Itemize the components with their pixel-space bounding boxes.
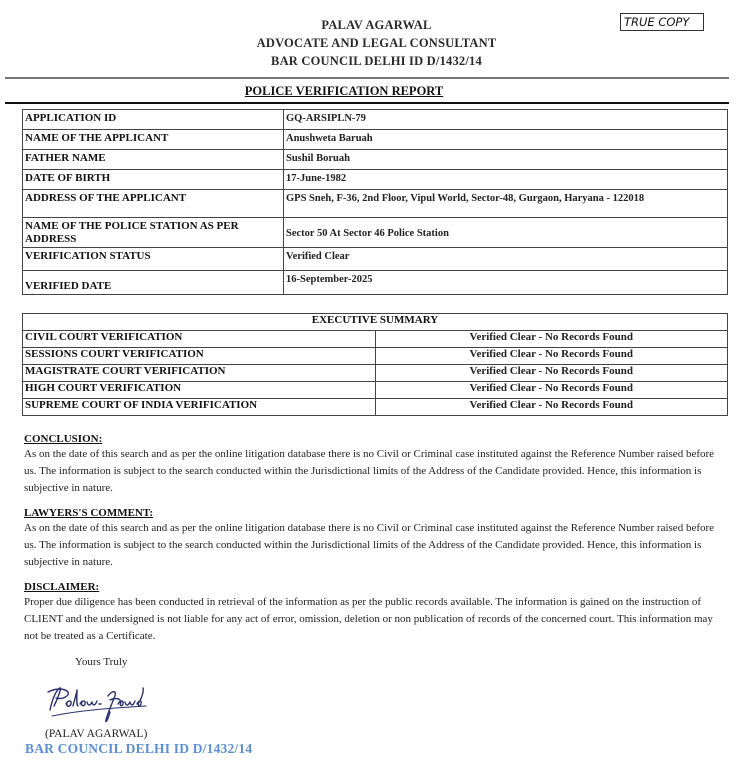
table-row (23, 365, 728, 382)
advocate-title: ADVOCATE AND LEGAL CONSULTANT (256, 36, 497, 50)
advocate-name: PALAV AGARWAL (321, 18, 432, 32)
header-divider (5, 77, 729, 79)
court-label: SESSIONS COURT VERIFICATION (23, 348, 376, 365)
lawyers-comment-section (24, 506, 724, 571)
table-row (23, 170, 728, 190)
disclaimer-heading: DISCLAIMER: (24, 581, 100, 593)
conclusion-heading: CONCLUSION: (24, 433, 103, 445)
table-row (23, 348, 728, 365)
lawyers-comment-text: As on the date of this search and as per the online litigation database there is no Civil or Criminal case instituted against the Reference Number raised before us. The information is subject to the search conducted within the Jurisdictional limits of the Address of the Candidate provided. Hence, this information is subjective in nature. (24, 522, 715, 568)
conclusion-section (24, 432, 724, 497)
detail-value: Sushil Boruah (284, 150, 728, 170)
detail-label: NAME OF THE APPLICANT (23, 130, 284, 150)
table-row (23, 399, 728, 416)
detail-label: DATE OF BIRTH (23, 170, 284, 190)
court-result: Verified Clear - No Records Found (375, 382, 728, 399)
title-divider (5, 102, 729, 104)
detail-label: NAME OF THE POLICE STATION AS PER ADDRESS (23, 218, 284, 248)
table-row (23, 130, 728, 150)
executive-summary-table (22, 313, 728, 416)
court-label: SUPREME COURT OF INDIA VERIFICATION (23, 399, 376, 416)
conclusion-text: As on the date of this search and as per the online litigation database there is no Civil or Criminal case instituted against the Reference Number raised before us. The information is subject to the search conducted within the Jurisdictional limits of the Address of the Candidate provided. Hence, this information is subjective in nature. (24, 448, 715, 494)
executive-summary-heading: EXECUTIVE SUMMARY (23, 314, 728, 331)
table-row (23, 271, 728, 295)
detail-label: VERIFICATION STATUS (23, 248, 284, 271)
detail-value: Verified Clear (284, 248, 728, 271)
detail-value: Anushweta Baruah (284, 130, 728, 150)
disclaimer-section (24, 580, 724, 645)
detail-value: GQ-ARSIPLN-79 (284, 110, 728, 130)
court-result: Verified Clear - No Records Found (375, 348, 728, 365)
closing-text: Yours Truly (75, 656, 128, 668)
detail-value: Sector 50 At Sector 46 Police Station (284, 218, 728, 248)
detail-label: APPLICATION ID (23, 110, 284, 130)
true-copy-stamp: TRUE COPY (620, 13, 704, 31)
detail-label: VERIFIED DATE (23, 271, 284, 295)
table-row (23, 190, 728, 218)
signoff-bar-id: BAR COUNCIL DELHI ID D/1432/14 (25, 741, 253, 756)
court-result: Verified Clear - No Records Found (375, 331, 728, 348)
court-label: HIGH COURT VERIFICATION (23, 382, 376, 399)
signer-name: (PALAV AGARWAL) (45, 728, 148, 740)
detail-label: ADDRESS OF THE APPLICANT (23, 190, 284, 218)
court-label: CIVIL COURT VERIFICATION (23, 331, 376, 348)
lawyers-comment-heading: LAWYERS'S COMMENT: (24, 507, 154, 519)
table-row (23, 150, 728, 170)
table-row (23, 331, 728, 348)
court-label: MAGISTRATE COURT VERIFICATION (23, 365, 376, 382)
table-row (23, 248, 728, 271)
court-result: Verified Clear - No Records Found (375, 399, 728, 416)
applicant-details-table (22, 109, 728, 295)
report-title: POLICE VERIFICATION REPORT (244, 84, 444, 98)
table-header-row (23, 314, 728, 331)
disclaimer-text: Proper due diligence has been conducted in retrieval of the information as per the public records available. The information is gained on the instruction of CLIENT and the undersigned is not liable for any act of error, omission, deletion or non publication of records of the concerned court. This information may not be treated as a Certificate. (24, 596, 713, 642)
detail-label: FATHER NAME (23, 150, 284, 170)
table-row (23, 110, 728, 130)
detail-value: 16-September-2025 (284, 271, 728, 295)
detail-value: GPS Sneh, F-36, 2nd Floor, Vipul World, Sector-48, Gurgaon, Haryana - 122018 (284, 190, 728, 218)
signature-icon (42, 680, 152, 733)
letterhead-bar-id: BAR COUNCIL DELHI ID D/1432/14 (271, 54, 482, 68)
court-result: Verified Clear - No Records Found (375, 365, 728, 382)
table-row (23, 218, 728, 248)
detail-value: 17-June-1982 (284, 170, 728, 190)
table-row (23, 382, 728, 399)
